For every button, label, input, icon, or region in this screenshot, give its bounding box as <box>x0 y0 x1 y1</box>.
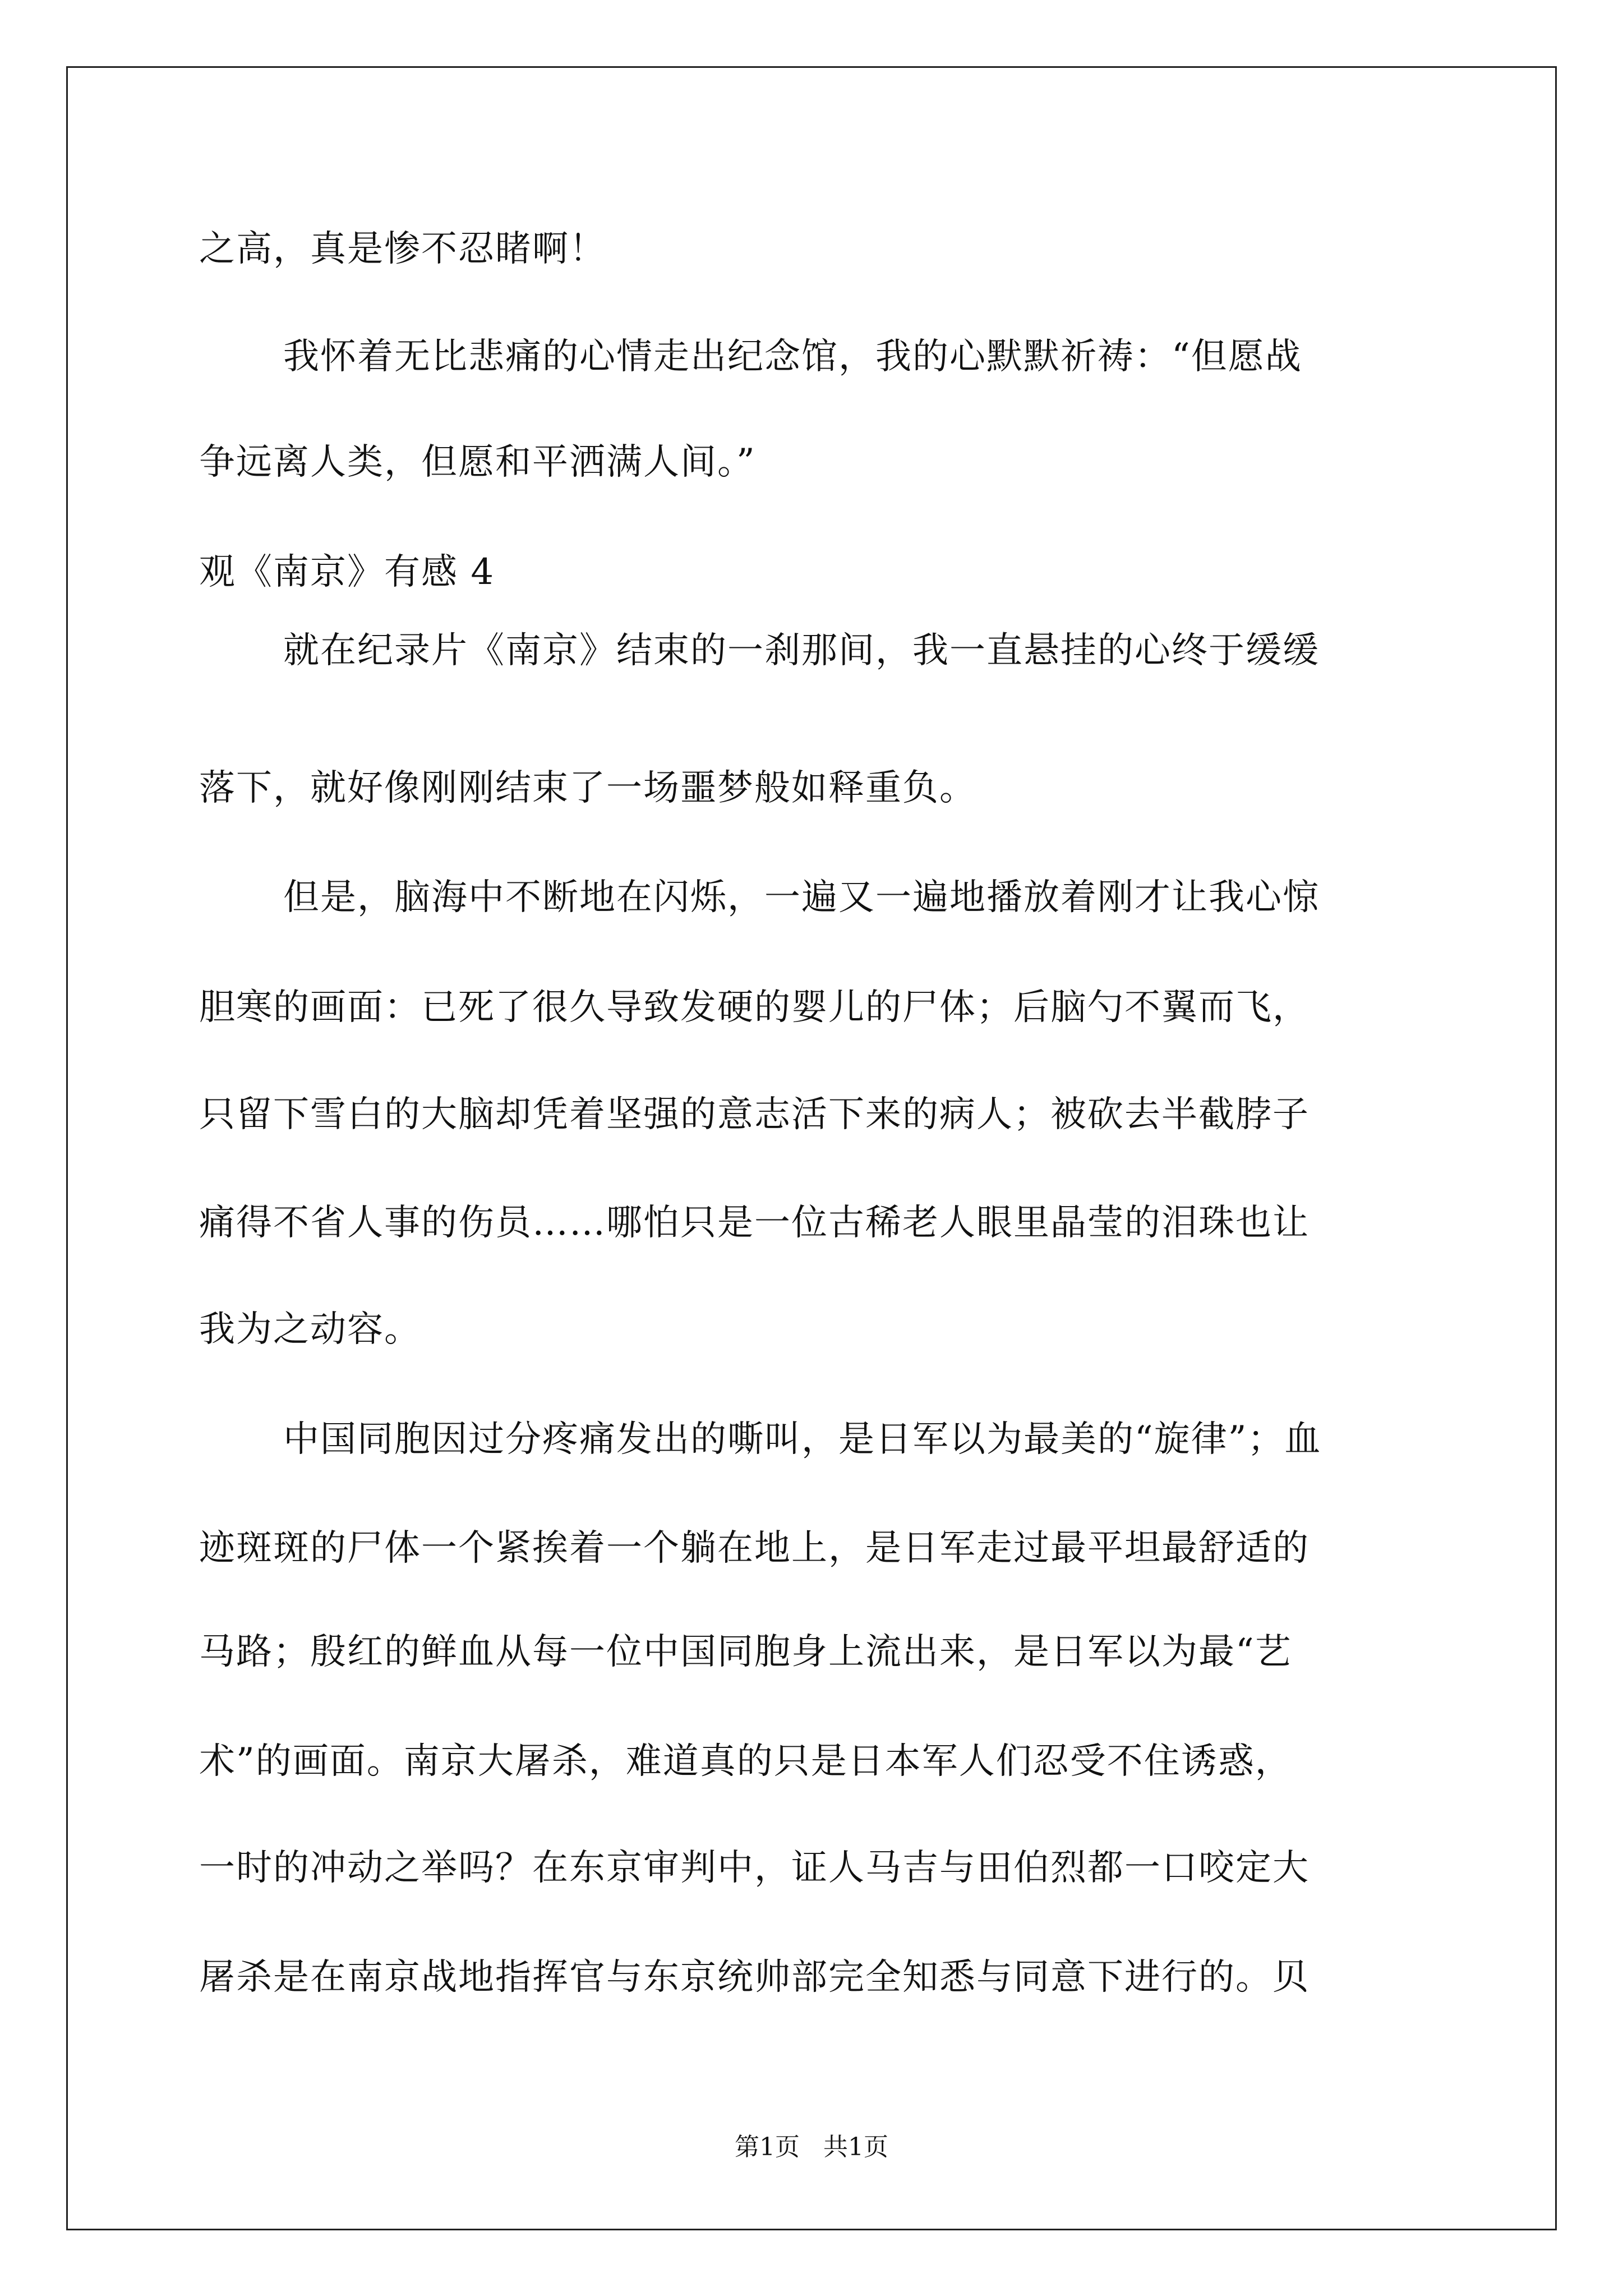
body-line: 我为之动容。 <box>199 1309 421 1350</box>
body-line: 但是，脑海中不断地在闪烁，一遍又一遍地播放着刚才让我心惊 <box>283 877 1320 918</box>
body-line: 落下，就好像刚刚结束了一场噩梦般如释重负。 <box>199 767 976 809</box>
body-line: 痛得不省人事的伤员……哪怕只是一位古稀老人眼里晶莹的泪珠也让 <box>199 1202 1310 1244</box>
body-line: 马路；殷红的鲜血从每一位中国同胞身上流出来，是日军以为最“艺 <box>199 1631 1292 1673</box>
body-line: 只留下雪白的大脑却凭着坚强的意志活下来的病人；被砍去半截脖子 <box>199 1094 1310 1135</box>
body-line: 屠杀是在南京战地指挥官与东京统帅部完全知悉与同意下进行的。贝 <box>199 1957 1310 1998</box>
body-line: 迹斑斑的尸体一个紧挨着一个躺在地上，是日军走过最平坦最舒适的 <box>199 1527 1310 1569</box>
body-line: 就在纪录片《南京》结束的一刹那间，我一直悬挂的心终于缓缓 <box>283 630 1320 671</box>
page-footer: 第1页 共1页 <box>735 2133 888 2161</box>
body-line: 一时的冲动之举吗？在东京审判中，证人马吉与田伯烈都一口咬定大 <box>199 1847 1310 1889</box>
body-line: 中国同胞因过分疼痛发出的嘶叫，是日军以为最美的“旋律”；血 <box>283 1419 1322 1460</box>
body-line: 术”的画面。南京大屠杀，难道真的只是日本军人们忍受不住诱惑， <box>199 1741 1292 1782</box>
body-line: 我怀着无比悲痛的心情走出纪念馆，我的心默默祈祷：“但愿战 <box>283 336 1302 378</box>
body-line: 争远离人类，但愿和平洒满人间。” <box>199 441 756 483</box>
body-line: 之高，真是惨不忍睹啊！ <box>199 228 606 270</box>
page-border <box>66 66 1557 2230</box>
body-line: 胆寒的画面：已死了很久导致发硬的婴儿的尸体；后脑勺不翼而飞， <box>199 987 1310 1028</box>
section-heading: 观《南京》有感 4 <box>199 551 495 593</box>
